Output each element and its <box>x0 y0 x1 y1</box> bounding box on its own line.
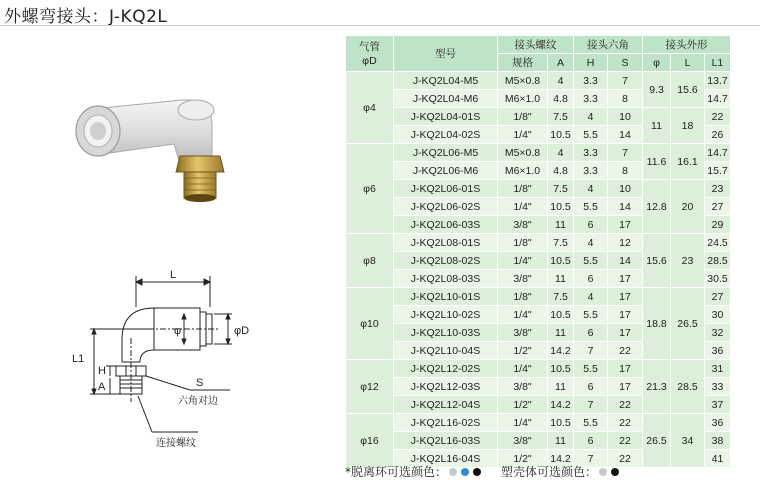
cell-s: 7 <box>608 144 643 162</box>
cell-a: 10.5 <box>548 414 574 432</box>
table-row <box>346 144 731 162</box>
cell-s: 17 <box>608 378 643 396</box>
cell-model: J-KQ2L16-04S <box>394 450 498 468</box>
cell-spec: M5×0.8 <box>498 72 548 90</box>
cell-a: 7.5 <box>548 180 574 198</box>
label-phid: φD <box>234 325 250 337</box>
cell-spec: M6×1.0 <box>498 90 548 108</box>
cell-h: 3.3 <box>574 144 608 162</box>
cell-l1: 22 <box>705 108 731 126</box>
label-thread: 连接螺纹 <box>156 438 196 449</box>
cell-phi: 15.6 <box>643 234 671 288</box>
cell-l1: 31 <box>705 360 731 378</box>
cell-spec: 1/4" <box>498 252 548 270</box>
cell-h: 6 <box>574 432 608 450</box>
cell-a: 7.5 <box>548 234 574 252</box>
cell-model: J-KQ2L06-M6 <box>394 162 498 180</box>
cell-phi: 11 <box>643 108 671 144</box>
cell-a: 14.2 <box>548 396 574 414</box>
cell-model: J-KQ2L08-01S <box>394 234 498 252</box>
cell-spec: 3/8" <box>498 378 548 396</box>
cell-model: J-KQ2L04-01S <box>394 108 498 126</box>
cell-h: 7 <box>574 342 608 360</box>
cell-s: 14 <box>608 126 643 144</box>
cell-a: 11 <box>548 378 574 396</box>
cell-model: J-KQ2L06-01S <box>394 180 498 198</box>
cell-l1: 37 <box>705 396 731 414</box>
header-l: L <box>671 54 705 72</box>
cell-h: 6 <box>574 324 608 342</box>
cell-a: 11 <box>548 324 574 342</box>
cell-l1: 27 <box>705 288 731 306</box>
cell-model: J-KQ2L10-02S <box>394 306 498 324</box>
cell-h: 5.5 <box>574 360 608 378</box>
cell-s: 10 <box>608 180 643 198</box>
cell-h: 3.3 <box>574 90 608 108</box>
cell-a: 11 <box>548 270 574 288</box>
cell-s: 17 <box>608 360 643 378</box>
header-s: S <box>608 54 643 72</box>
body-color-black <box>611 468 619 476</box>
cell-l1: 14.7 <box>705 144 731 162</box>
cell-spec: 1/2" <box>498 342 548 360</box>
table-row <box>346 288 731 306</box>
cell-h: 5.5 <box>574 306 608 324</box>
cell-a: 7.5 <box>548 288 574 306</box>
cell-h: 5.5 <box>574 126 608 144</box>
cell-model: J-KQ2L06-02S <box>394 198 498 216</box>
cell-spec: 1/8" <box>498 288 548 306</box>
cell-s: 17 <box>608 306 643 324</box>
cell-tube: φ4 <box>346 72 394 144</box>
table-row <box>346 72 731 90</box>
cell-phi: 11.6 <box>643 144 671 180</box>
cell-s: 12 <box>608 234 643 252</box>
ring-color-gray <box>449 468 457 476</box>
label-s: S <box>196 377 204 389</box>
cell-h: 4 <box>574 108 608 126</box>
cell-l: 34 <box>671 414 705 468</box>
header-thread-group: 接头螺纹 <box>498 36 574 54</box>
cell-a: 10.5 <box>548 126 574 144</box>
cell-spec: M6×1.0 <box>498 162 548 180</box>
cell-l1: 30 <box>705 306 731 324</box>
cell-h: 3.3 <box>574 72 608 90</box>
cell-s: 17 <box>608 288 643 306</box>
cell-h: 3.3 <box>574 162 608 180</box>
cell-spec: 3/8" <box>498 432 548 450</box>
cell-l1: 14.7 <box>705 90 731 108</box>
cell-model: J-KQ2L06-M5 <box>394 144 498 162</box>
cell-spec: 1/2" <box>498 450 548 468</box>
header-h: H <box>574 54 608 72</box>
cell-tube: φ12 <box>346 360 394 414</box>
cell-a: 10.5 <box>548 252 574 270</box>
label-phi: φ <box>174 325 182 337</box>
cell-spec: 1/8" <box>498 180 548 198</box>
cell-spec: 1/4" <box>498 360 548 378</box>
table-row <box>346 108 731 126</box>
cell-spec: M5×0.8 <box>498 144 548 162</box>
table-row <box>346 414 731 432</box>
cell-h: 7 <box>574 450 608 468</box>
cell-model: J-KQ2L10-03S <box>394 324 498 342</box>
cell-s: 17 <box>608 270 643 288</box>
cell-phi: 12.8 <box>643 180 671 234</box>
cell-s: 22 <box>608 450 643 468</box>
cell-spec: 3/8" <box>498 324 548 342</box>
cell-model: J-KQ2L04-M6 <box>394 90 498 108</box>
cell-model: J-KQ2L06-03S <box>394 216 498 234</box>
cell-l1: 30.5 <box>705 270 731 288</box>
cell-model: J-KQ2L10-01S <box>394 288 498 306</box>
cell-l: 23 <box>671 234 705 288</box>
cell-l1: 38 <box>705 432 731 450</box>
cell-l1: 13.7 <box>705 72 731 90</box>
header-tube-label: 气管 <box>359 40 380 53</box>
cell-phi: 18.8 <box>643 288 671 360</box>
ring-color-label: *脱离环可选颜色： <box>345 465 448 479</box>
cell-a: 4 <box>548 72 574 90</box>
cell-spec: 3/8" <box>498 270 548 288</box>
cell-h: 4 <box>574 180 608 198</box>
cell-tube: φ6 <box>346 144 394 234</box>
cell-model: J-KQ2L12-02S <box>394 360 498 378</box>
cell-a: 4.8 <box>548 90 574 108</box>
cell-spec: 3/8" <box>498 216 548 234</box>
cell-tube: φ10 <box>346 288 394 360</box>
cell-h: 5.5 <box>574 414 608 432</box>
cell-l: 26.5 <box>671 288 705 360</box>
cell-s: 14 <box>608 198 643 216</box>
cell-l1: 24.5 <box>705 234 731 252</box>
cell-a: 14.2 <box>548 342 574 360</box>
cell-spec: 1/4" <box>498 414 548 432</box>
label-l: L <box>170 269 177 281</box>
title-divider <box>0 25 760 26</box>
cell-s: 8 <box>608 90 643 108</box>
cell-spec: 1/8" <box>498 108 548 126</box>
cell-l: 28.5 <box>671 360 705 414</box>
cell-model: J-KQ2L04-M5 <box>394 72 498 90</box>
color-options <box>345 463 621 480</box>
cell-s: 17 <box>608 216 643 234</box>
header-tube-phid: φD <box>362 54 377 67</box>
cell-a: 10.5 <box>548 360 574 378</box>
ring-color-blue <box>461 468 469 476</box>
cell-h: 5.5 <box>574 198 608 216</box>
cell-tube: φ8 <box>346 234 394 288</box>
cell-l1: 28.5 <box>705 252 731 270</box>
header-tube <box>346 36 394 72</box>
body-color-gray <box>599 468 607 476</box>
cell-a: 14.2 <box>548 450 574 468</box>
header-hex-group: 接头六角 <box>574 36 643 54</box>
cell-l: 20 <box>671 180 705 234</box>
cell-l1: 32 <box>705 324 731 342</box>
cell-a: 10.5 <box>548 306 574 324</box>
cell-l1: 29 <box>705 216 731 234</box>
cell-s: 22 <box>608 414 643 432</box>
cell-spec: 1/2" <box>498 396 548 414</box>
cell-a: 4.8 <box>548 162 574 180</box>
cell-h: 4 <box>574 288 608 306</box>
cell-l1: 41 <box>705 450 731 468</box>
table-row <box>346 234 731 252</box>
cell-s: 22 <box>608 342 643 360</box>
cell-h: 7 <box>574 396 608 414</box>
dimension-drawing <box>60 262 300 472</box>
header-a: A <box>548 54 574 72</box>
cell-l1: 15.7 <box>705 162 731 180</box>
cell-h: 4 <box>574 234 608 252</box>
ring-color-black <box>473 468 481 476</box>
cell-phi: 9.3 <box>643 72 671 108</box>
product-photo <box>62 86 262 206</box>
table-row <box>346 360 731 378</box>
cell-a: 4 <box>548 144 574 162</box>
header-spec: 规格 <box>498 54 548 72</box>
cell-s: 7 <box>608 72 643 90</box>
cell-model: J-KQ2L08-03S <box>394 270 498 288</box>
cell-model: J-KQ2L12-04S <box>394 396 498 414</box>
cell-model: J-KQ2L16-02S <box>394 414 498 432</box>
header-model: 型号 <box>394 36 498 72</box>
cell-s: 8 <box>608 162 643 180</box>
body-color-label: 塑壳体可选颜色： <box>501 465 598 479</box>
cell-l1: 27 <box>705 198 731 216</box>
header-phi: φ <box>643 54 671 72</box>
cell-l1: 26 <box>705 126 731 144</box>
cell-l1: 23 <box>705 180 731 198</box>
label-hex-flats: 六角对边 <box>178 396 218 407</box>
cell-a: 7.5 <box>548 108 574 126</box>
cell-a: 10.5 <box>548 198 574 216</box>
spec-table <box>345 35 731 468</box>
cell-l: 18 <box>671 108 705 144</box>
label-h: H <box>98 365 106 377</box>
page-title: 外螺弯接头：J-KQ2L <box>4 7 168 27</box>
cell-spec: 1/4" <box>498 126 548 144</box>
cell-h: 6 <box>574 270 608 288</box>
spec-table-body <box>346 72 731 468</box>
cell-tube: φ16 <box>346 414 394 468</box>
cell-l1: 36 <box>705 414 731 432</box>
cell-phi: 21.3 <box>643 360 671 414</box>
cell-h: 6 <box>574 378 608 396</box>
cell-s: 22 <box>608 432 643 450</box>
cell-model: J-KQ2L12-03S <box>394 378 498 396</box>
cell-model: J-KQ2L16-03S <box>394 432 498 450</box>
cell-s: 14 <box>608 252 643 270</box>
cell-l: 16.1 <box>671 144 705 180</box>
cell-spec: 1/4" <box>498 198 548 216</box>
cell-spec: 1/8" <box>498 234 548 252</box>
cell-h: 5.5 <box>574 252 608 270</box>
cell-a: 11 <box>548 432 574 450</box>
cell-l1: 33 <box>705 378 731 396</box>
cell-s: 22 <box>608 396 643 414</box>
cell-s: 17 <box>608 324 643 342</box>
header-l1: L1 <box>705 54 731 72</box>
label-l1: L1 <box>72 353 85 365</box>
cell-a: 11 <box>548 216 574 234</box>
table-row <box>346 180 731 198</box>
cell-phi: 26.5 <box>643 414 671 468</box>
cell-h: 6 <box>574 216 608 234</box>
cell-l: 15.6 <box>671 72 705 108</box>
cell-model: J-KQ2L08-02S <box>394 252 498 270</box>
header-dim-group: 接头外形 <box>643 36 731 54</box>
cell-l1: 36 <box>705 342 731 360</box>
label-a: A <box>98 381 106 393</box>
cell-model: J-KQ2L10-04S <box>394 342 498 360</box>
cell-spec: 1/4" <box>498 306 548 324</box>
cell-s: 10 <box>608 108 643 126</box>
cell-model: J-KQ2L04-02S <box>394 126 498 144</box>
